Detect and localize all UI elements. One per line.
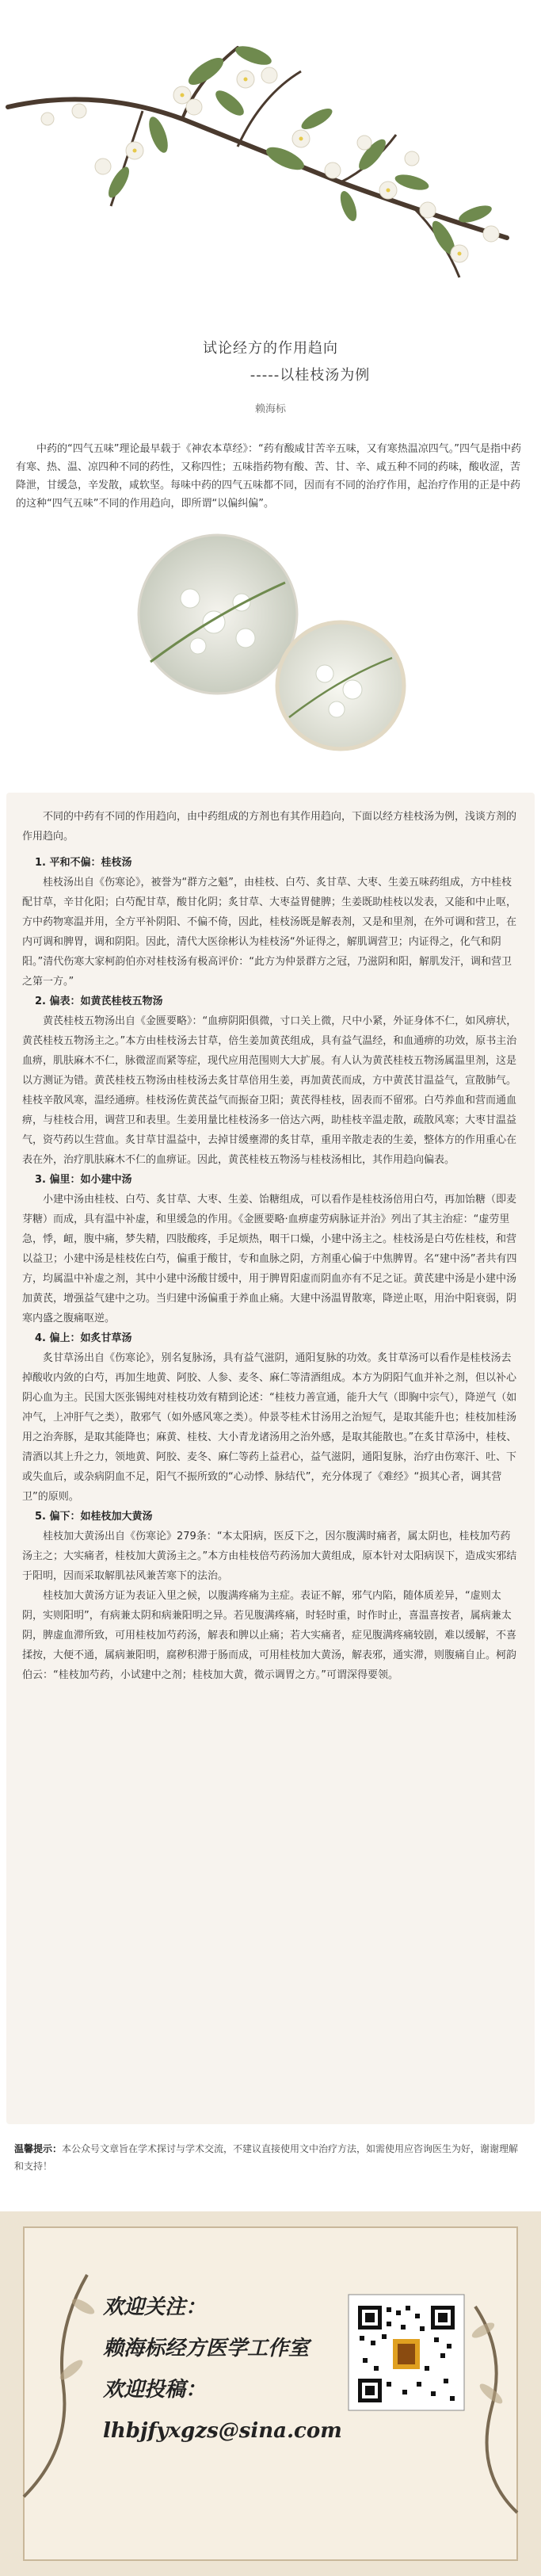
blossom-circle-images — [119, 527, 420, 765]
page-subtitle: -----以桂枝汤为例 — [250, 367, 371, 384]
qr-code-image — [355, 2303, 458, 2406]
main-content-box — [6, 793, 535, 2124]
banner-follow-label: 欢迎关注： — [103, 2295, 207, 2319]
section-body-5b: 桂枝加大黄汤方证为表证入里之候，以腹满疼痛为主症。表证不解，邪气内陷，随体质差异，“虚则太阴，实则阳明”，有病兼太阴和病兼阳明之异。若见腹满疼痛，时轻时重，时作时止，喜温喜按者，属病兼太阴，脾虚血滞所致，可用桂枝加芍药汤，解表和脾以止痛；若大实痛者，症见腹满疼痛较剧，难以缓解，不喜揉按，大便不通，属病兼阳明，腐秽积滞于肠而成，可用桂枝加大黄汤，解表邪，通实滞，则腹痛自止。柯韵伯云：“桂枝加芍药，小试建中之剂；桂枝加大黄，微示调胃之方。”可谓深得要领。 — [22, 1590, 517, 1681]
section-title-2: 2. 偏表：如黄芪桂枝五物汤 — [35, 996, 163, 1007]
banner-submit-label: 欢迎投稿： — [103, 2378, 207, 2402]
section-body-5: 桂枝加大黄汤出自《伤寒论》279条：“本太阳病，医反下之，因尔腹满时痛者，属太阴也，桂枝加芍药汤主之；大实痛者，桂枝加大黄汤主之。”本方由桂枝倍芍药汤加大黄组成，原本针对太阳病误下，造成实邪结于阳明，因而采取解肌祛风兼苦寒下的法治。 — [22, 1531, 517, 1582]
lead-paragraph: 不同的中药有不同的作用趋向，由中药组成的方剂也有其作用趋向，下面以经方桂枝汤为例，浅谈方剂的作用趋向。 — [22, 811, 517, 843]
banner-studio-name: 赖海标经方医学工作室 — [103, 2337, 310, 2360]
title-block — [0, 337, 541, 415]
section-body-3: 小建中汤由桂枝、白芍、炙甘草、大枣、生姜、饴糖组成，可以看作是桂枝汤倍用白芍，再加饴糖（即麦芽糖）而成，具有温中补虚，和里缓急的作用。《金匮要略·血痹虚劳病脉证并治》列出了其主治症：“虚劳里急，悸，衄，腹中痛，梦失精，四肢酸疼，手足烦热，咽干口燥，小建中汤主之。桂枝汤是白芍佐桂枝，和营以益卫；小建中汤是桂枝佐白芍，偏重于酸甘，专和血脉之阴，方剂重心偏于中焦脾胃。名“建中汤”者共有四方，均属温中补虚之剂，其中小建中汤酸甘缓中，用于脾胃阳虚而阴血亦有不足之证。黄芪建中汤是小建中汤加黄芪，增强益气建中之功。当归建中汤偏重于养血止痛。大建中汤温胃散寒，降逆止呕，用治中阳衰弱，阴寒内盛之腹痛呕逆。 — [22, 1194, 517, 1324]
section-title-4: 4. 偏上：如炙甘草汤 — [35, 1332, 132, 1344]
section-title-3: 3. 偏里：如小建中汤 — [35, 1174, 132, 1186]
banner-email[interactable]: lhbjfyxgzs@sina.com — [103, 2419, 342, 2443]
notice-text — [14, 2140, 527, 2175]
banner-text — [103, 2287, 342, 2452]
intro-paragraph: 中药的“四气五味”理论最早载于《神农本草经》：“药有酸咸甘苦辛五味，又有寒热温凉四气。”四气是指中药有寒、热、温、凉四种不同的药性，又称四性；五味指药物有酸、苦、甘、辛、咸五种不同的药味，酸收涩，苦降泄，甘缓急，辛发散，咸软坚。每味中药的四气五味都不同，因而有不同的治疗作用，起治疗作用的正是中药的这种“四气五味”不同的作用趋向，即所谓“以偏纠偏”。 — [16, 443, 521, 510]
notice-body: 本公众号文章旨在学术探讨与学术交流，不建议直接使用文中治疗方法，如需使用应咨询医生为好，谢谢理解和支持！ — [14, 2143, 519, 2172]
notice-label: 温馨提示： — [14, 2143, 63, 2154]
section-body-2: 黄芪桂枝五物汤出自《金匮要略》：“血痹阴阳俱微，寸口关上微，尺中小紧，外证身体不仁，如风痹状，黄芪桂枝五物汤主之。”本方由桂枝汤去甘草，倍生姜加黄芪组成，具有益气温经，和血通痹的功效，原书主治血痹，肌肤麻木不仁，脉微涩而紧等症，现代应用范围则大大扩展。有人认为黄芪桂枝五物汤属温里剂，这是以方测证为错。黄芪桂枝五物汤由桂枝汤去炙甘草倍用生姜，再加黄芪而成，方中黄芪甘温益气，宣散肺气。桂枝辛散风寒，温经通痹。桂枝汤佐黄芪益气而振奋卫阳；黄芪得桂枝，固表而不留邪。白芍养血和营而通血痹，与桂枝合用，调营卫和表里。生姜用量比桂枝汤多一倍达六两，助桂枝辛温走散，疏散风寒；大枣甘温益气，资芍药以生营血。炙甘草甘温益中，去掉甘缓壅滞的炙甘草，重用辛散走表的生姜，整体方的作用重心在表在外，治疗肌肤麻木不仁的血痹证。因此，黄芪桂枝五物汤与桂枝汤相比，其作用趋向偏表。 — [22, 1015, 517, 1166]
page-title: 试论经方的作用趋向 — [203, 340, 338, 357]
section-body-4: 炙甘草汤出自《伤寒论》，别名复脉汤，具有益气滋阴，通阳复脉的功效。炙甘草汤可以看作是桂枝汤去掉酸收内敛的白芍，再加生地黄、阿胶、人参、麦冬、麻仁等清酒组成。本方为阴阳气血并补之剂，但以补心阴心血为主。民国大医张锡纯对桂枝功效有精到论述：“桂枝力善宣通，能升大气（即胸中宗气），降逆气（如冲气，上冲肝气之类），散邪气（如外感风寒之类）。仲景苓桂术甘汤用之治短气，是取其能升也；桂枝加桂汤用之治奔豚，是取其能降也；麻黄、桂枝、大小青龙诸汤用之治外感，是取其能散也。”在炙甘草汤中，桂枝、清酒以其上升之力，领地黄、阿胶、麦冬、麻仁等药上益君心，益气滋阴，通阳复脉，治疗由伤寒汗、吐、下或失血后，或杂病阴血不足，阳气不振所致的“心动悸、脉结代”，充分体现了《难经》“损其心者，调其营卫”的原则。 — [22, 1352, 517, 1503]
section-body-1: 桂枝汤出自《伤寒论》，被誉为“群方之魁”，由桂枝、白芍、炙甘草、大枣、生姜五味药组成，方中桂枝配甘草，辛甘化阳；白芍配甘草，酸甘化阴；炙甘草、大枣益胃健脾；生姜既助桂枝以发表，又能和中止呕，方中药物寒温并用，全方平补阴阳、不偏不倚，因此，桂枝汤既是解表剂，又是和里剂，在外可调和营卫，在内可调和脾胃，调和阴阳。因此，清代大医徐彬认为桂枝汤“外证得之，解肌调营卫；内证得之，化气和阴阳。”清代伤寒大家柯韵伯亦对桂枝汤有极高评价：“此方为仲景群方之冠，乃滋阴和阳，解肌发汗，调和营卫之第一方。” — [22, 877, 517, 988]
section-title-1: 1. 平和不偏：桂枝汤 — [35, 857, 132, 869]
section-title-5: 5. 偏下：如桂枝加大黄汤 — [35, 1511, 153, 1523]
author-name: 赖海标 — [254, 403, 286, 415]
blossom-branch-illustration — [0, 0, 541, 333]
